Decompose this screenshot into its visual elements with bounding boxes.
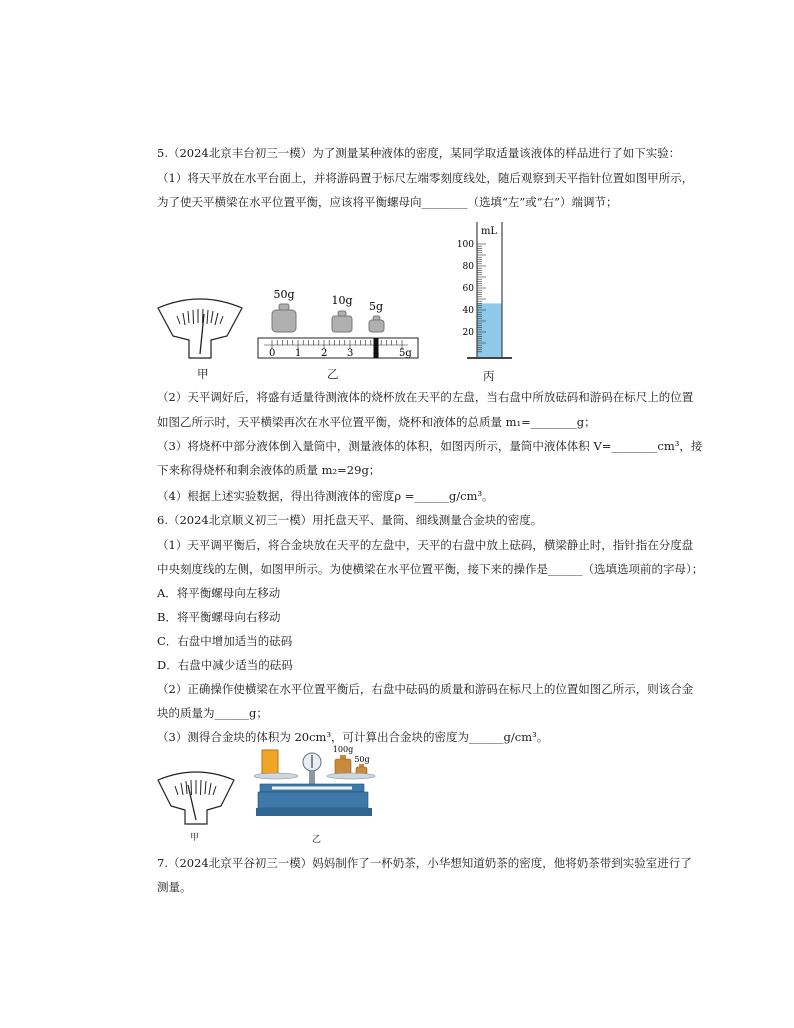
q5-caption-yi: 乙: [327, 367, 339, 381]
q6-option-d: D．右盘中减少适当的砝码: [157, 658, 293, 672]
scale-rider: [374, 338, 379, 358]
alloy-block: [262, 750, 278, 774]
brass-weight-100g: [335, 755, 351, 775]
q6-part2-line1: （2）正确操作使横梁在水平位置平衡后，右盘中砝码的质量和游码在标尺上的位置如图乙所示，则该合金: [157, 682, 694, 696]
q6-caption-yi: 乙: [312, 835, 322, 845]
weight-5g: [369, 316, 384, 332]
q7-stem: 7.（2024北京平谷初三一模）妈妈制作了一杯奶茶，小华想知道奶茶的密度，他将奶茶带到实验室进行了: [157, 856, 692, 870]
q6-stem: 6.（2024北京顺义初三一模）用托盘天平、量筒、细线测量合金块的密度。: [157, 513, 543, 527]
cylinder-tick-label: 80: [462, 262, 474, 272]
rider-scale-tick-label: 5g: [399, 348, 412, 359]
q6-option-c: C．右盘中增加适当的砝码: [157, 634, 293, 648]
rider-scale-tick-label: 3: [347, 348, 354, 359]
cylinder-tick-label: 100: [456, 240, 474, 250]
q5-figure-jia-dial: [155, 296, 245, 362]
q6-option-a: A．将平衡螺母向左移动: [157, 586, 281, 600]
weight-50g: [272, 304, 296, 332]
q6-part2-line2: 块的质量为______g；: [157, 706, 268, 720]
weight-label-5g: 5g: [368, 300, 384, 313]
q5-part2-line2: 如图乙所示时，天平横梁再次在水平位置平衡，烧杯和液体的总质量 m₁=________g；: [157, 415, 596, 429]
q5-caption-jia: 甲: [197, 367, 209, 381]
q5-part3-line1: （3）将烧杯中部分液体倒入量筒中，测量液体的体积，如图丙所示，量筒中液体体积 V=________cm³，接: [157, 439, 703, 453]
cylinder-unit-label: mL: [480, 226, 498, 237]
rider-scale-tick-label: 1: [295, 348, 302, 359]
weight-label-100g: 100g: [332, 745, 354, 754]
q5-part3-line2: 下来称得烧杯和剩余液体的质量 m₂=29g；: [157, 463, 381, 477]
q5-part1-line1: （1）将天平放在水平台面上，并将游码置于标尺左端零刻度线处，随后观察到天平指针位置如图甲所示，: [157, 171, 694, 185]
q5-figure-bing-cylinder: [450, 216, 520, 366]
cylinder-tick-label: 40: [462, 306, 474, 316]
q5-caption-bing: 丙: [483, 369, 495, 383]
weight-10g: [332, 311, 352, 332]
q6-option-b: B．将平衡螺母向右移动: [157, 610, 281, 624]
q5-part1-line2: 为了使天平横梁在水平位置平衡，应该将平衡螺母向________（选填“左”或“右”）端调节；: [157, 195, 618, 209]
q6-figure-yi-tray-balance: [254, 742, 390, 828]
q5-figure-yi-weights-scale: [256, 284, 420, 364]
cylinder-tick-label: 20: [462, 328, 474, 338]
weight-label-50g: 50g: [354, 755, 370, 764]
weight-label-50g: 50g: [273, 288, 295, 301]
weight-label-10g: 10g: [331, 294, 353, 307]
q6-part3: （3）测得合金块的体积为 20cm³，可计算出合金块的密度为______g/cm³。: [157, 730, 549, 744]
cylinder-tick-label: 60: [462, 284, 474, 294]
rider-scale-tick-label: 2: [321, 348, 328, 359]
q6-part1-line2: 中央刻度线的左侧，如图甲所示。为使横梁在水平位置平衡，接下来的操作是______（选填选项前的字母）；: [157, 562, 704, 576]
q6-part1-line1: （1）天平调平衡后，将合金块放在天平的左盘中，天平的右盘中放上砝码，横梁静止时，指针指在分度盘: [157, 538, 694, 552]
rider-scale-bar: [258, 338, 418, 359]
q6-figure-jia-dial: [155, 768, 237, 826]
q7-stem-line2: 测量。: [157, 880, 192, 894]
q5-part2-line1: （2）天平调好后，将盛有适量待测液体的烧杯放在天平的左盘，当右盘中所放砝码和游码在标尺上的位置: [157, 390, 694, 404]
q6-caption-jia: 甲: [190, 833, 200, 843]
rider-scale-tick-label: 0: [269, 348, 276, 359]
q5-stem: 5.（2024北京丰台初三一模）为了测量某种液体的密度，某同学取适量该液体的样品进行了如下实验：: [157, 146, 681, 160]
q5-part4: （4）根据上述实验数据，得出待测液体的密度ρ =______g/cm³。: [157, 489, 494, 503]
